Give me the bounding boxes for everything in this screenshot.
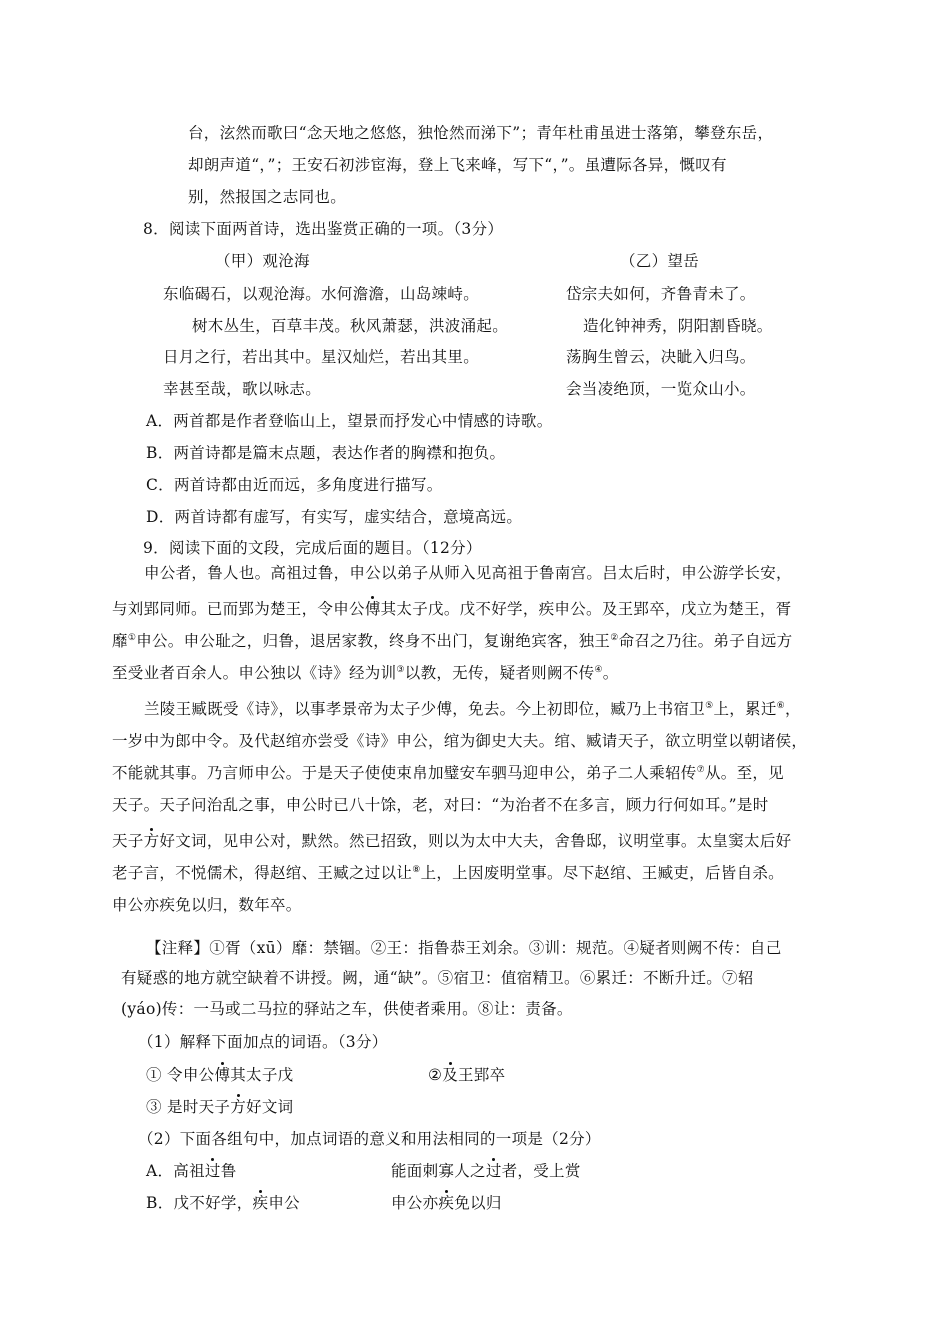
subquestion-1-stem: （1）解释下面加点的词语。（3分）	[138, 1033, 388, 1051]
dotted-char: 疾	[438, 1194, 455, 1212]
option-b: B．两首诗都是篇末点题，表达作者的胸襟和抱负。	[146, 444, 506, 462]
passage-line: 天子。天子问治乱之事，申公时已八十馀，老，对曰：“为治者不在多言，顾力行何如耳。”是时	[112, 796, 769, 814]
poem-b-line: 岱宗夫如何，齐鲁青未了。	[566, 285, 756, 303]
option-a: A．两首都是作者登临山上，望景而抒发心中情感的诗歌。	[146, 412, 553, 430]
dotted-char: 方	[143, 832, 160, 850]
option-d: D．两首诗都有虚写，有实写，虚实结合，意境高远。	[146, 508, 523, 526]
poem-b-line: 会当凌绝顶，一览众山小。	[566, 380, 756, 398]
passage-line: 靡①申公。申公耻之，归鲁，退居家教，终身不出门，复谢绝宾客，独王②命召之乃往。弟子自远方	[112, 632, 793, 650]
notes-line: (yáo)传：一马或二马拉的驿站之车，供使者乘用。⑧让：责备。	[121, 1000, 573, 1018]
subquestion-2-option-b-right: 申公亦疾免以归	[391, 1194, 502, 1212]
passage-line: 老子言，不悦儒术，得赵绾、王臧之过以让⑧上，上因废明堂事。尽下赵绾、王臧吏，后皆自杀。	[112, 864, 784, 882]
question-9-stem: 9．阅读下面的文段，完成后面的题目。（12分）	[143, 539, 482, 557]
subquestion-1-item: ②及王郢卒	[428, 1066, 506, 1084]
intro-line: 台，泫然而歌曰“念天地之悠悠，独怆然而涕下”；青年杜甫虽进士落第，攀登东岳，	[188, 124, 774, 142]
subquestion-1-item: ③ 是时天子方好文词	[146, 1098, 294, 1116]
dotted-char: 过	[204, 1162, 221, 1180]
subquestion-1-item: ① 令申公傅其太子戊	[146, 1066, 294, 1084]
poem-a-line: 树木丛生，百草丰茂。秋风萧瑟，洪波涌起。	[192, 317, 509, 335]
passage-line: 一岁中为郎中令。及代赵绾亦尝受《诗》申公，绾为御史大夫。绾、臧请天子，欲立明堂以朝诸侯，	[112, 732, 808, 750]
subquestion-2-stem: （2）下面各组句中，加点词语的意义和用法相同的一项是（2分）	[138, 1130, 601, 1148]
poem-a-line: 幸甚至哉，歌以咏志。	[163, 380, 322, 398]
intro-line: 别，然报国之志同也。	[188, 188, 347, 206]
dotted-char: 及	[442, 1066, 459, 1084]
passage-line: 申公亦疾免以归，数年卒。	[112, 896, 302, 914]
poem-a-title: （甲）观沧海	[215, 252, 310, 270]
passage-line: 至受业者百余人。申公独以《诗》经为训③以教，无传，疑者则阙不传④。	[112, 664, 619, 682]
passage-line: 天子方好文词，见申公对，默然。然已招致，则以为太中大夫，舍鲁邸，议明堂事。太皇窦太后好	[112, 832, 792, 850]
dotted-char: 方	[230, 1098, 247, 1116]
dotted-char: 疾	[252, 1194, 269, 1212]
dotted-char: 傅	[214, 1066, 231, 1084]
option-c: C．两首诗都由近而远，多角度进行描写。	[146, 476, 443, 494]
poem-b-title: （乙）望岳	[620, 252, 700, 270]
dotted-char: 傅	[364, 600, 381, 618]
passage-line: 不能就其事。乃言师申公。于是天子使使束帛加璧安车驷马迎申公，弟子二人乘轺传⑦从。至，见	[112, 764, 784, 782]
passage-line: 申公者，鲁人也。高祖过鲁，申公以弟子从师入见高祖于鲁南宫。吕太后时，申公游学长安，	[144, 564, 792, 582]
passage-line: 与刘郢同师。已而郢为楚王，令申公傅其太子戊。戊不好学，疾申公。及王郢卒，戊立为楚王，胥	[112, 600, 792, 618]
notes-line: 有疑惑的地方就空缺着不讲授。阙，通“缺”。⑤宿卫：值宿精卫。⑥累迁：不断升迁。⑦轺	[121, 969, 754, 987]
intro-line: 却朗声道“，”；王安石初涉宦海，登上飞来峰，写下“，”。虽遭际各异，慨叹有	[188, 156, 727, 174]
subquestion-2-option-a-left: A．高祖过鲁	[146, 1162, 237, 1180]
poem-a-line: 东临碣石，以观沧海。水何澹澹，山岛竦峙。	[163, 285, 480, 303]
poem-a-line: 日月之行，若出其中。星汉灿烂，若出其里。	[163, 348, 480, 366]
subquestion-2-option-a-right: 能面刺寡人之过者，受上赏	[391, 1162, 581, 1180]
passage-line: 兰陵王臧既受《诗》，以事孝景帝为太子少傅，免去。今上初即位，臧乃上书宿卫⑤上，累迁⑥，	[144, 700, 801, 718]
notes-line: 【注释】①胥（xū）靡：禁锢。②王：指鲁恭王刘余。③训：规范。④疑者则阙不传：自己	[146, 939, 782, 957]
dotted-char: 过	[485, 1162, 502, 1180]
question-8-stem: 8．阅读下面两首诗，选出鉴赏正确的一项。（3分）	[143, 220, 504, 238]
poem-b-line: 荡胸生曾云，决眦入归鸟。	[566, 348, 756, 366]
subquestion-2-option-b-left: B．戊不好学，疾申公	[146, 1194, 300, 1212]
poem-b-line: 造化钟神秀，阴阳割昏晓。	[583, 317, 773, 335]
